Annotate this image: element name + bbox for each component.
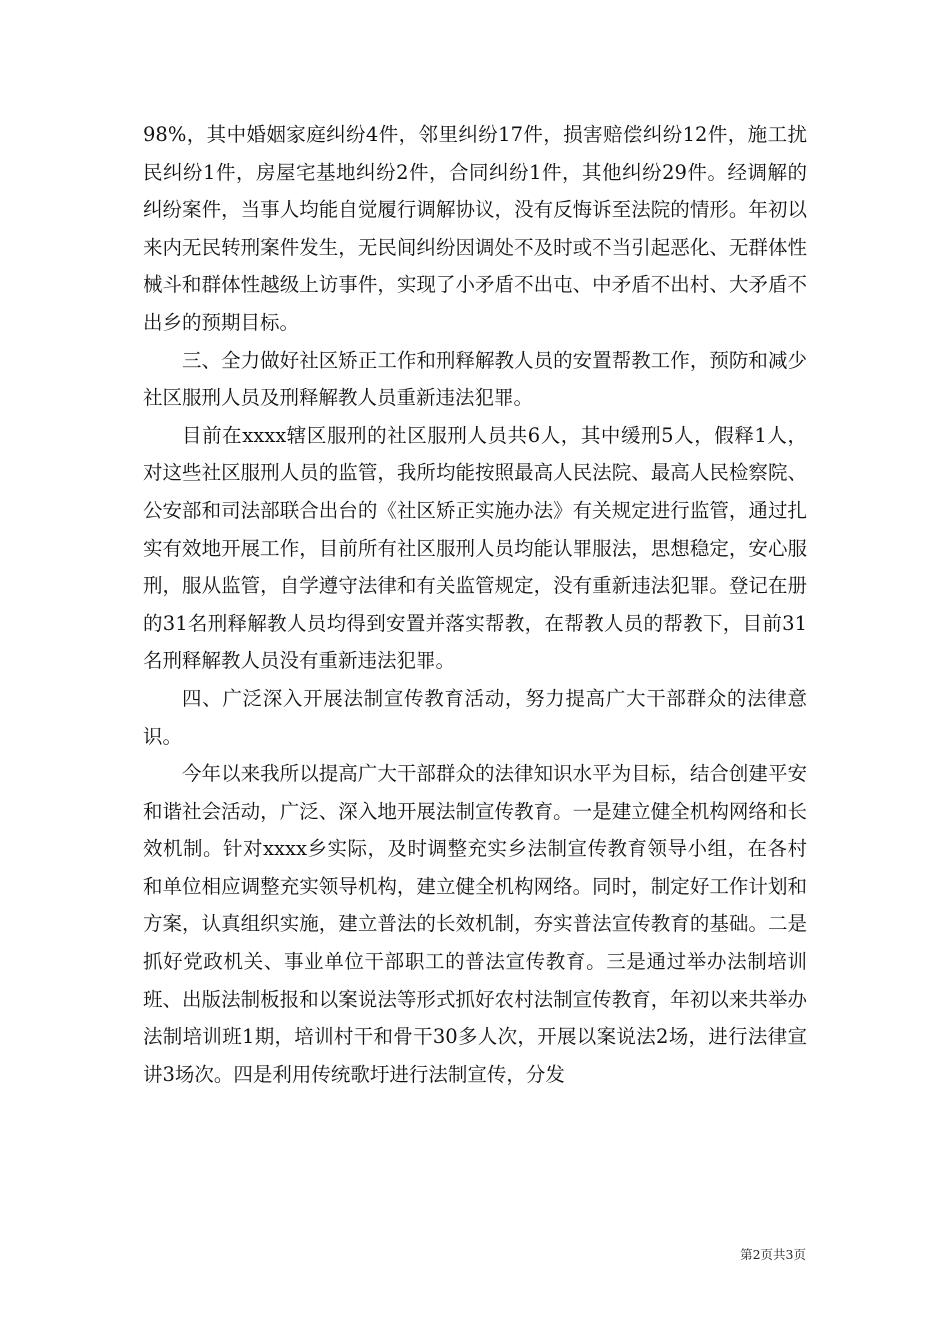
document-body xyxy=(143,116,807,1093)
section-heading-3: 三、全力做好社区矫正工作和刑释解教人员的安置帮教工作，预防和减少社区服刑人员及刑释解教人员重新违法犯罪。 xyxy=(143,348,807,410)
paragraph-community-correction: 目前在xxxx辖区服刑的社区服刑人员共6人，其中缓刑5人，假释1人，对这些社区服刑人员的监管，我所均能按照最高人民法院、最高人民检察院、公安部和司法部联合出台的《社区矫正实施办法》有关规定进行监管，通过扎实有效地开展工作，目前所有社区服刑人员均能认罪服法，思想稳定，安心服刑，服从监管，自学遵守法律和有关监管规定，没有重新违法犯罪。登记在册的31名刑释解教人员均得到安置并落实帮教，在帮教人员的帮教下，目前31名刑释解教人员没有重新违法犯罪。 xyxy=(143,423,807,673)
section-heading-4: 四、广泛深入开展法制宣传教育活动，努力提高广大干部群众的法律意识。 xyxy=(143,686,807,748)
page-number: 第2页共3页 xyxy=(740,1247,806,1262)
paragraph-continued: 98%，其中婚姻家庭纠纷4件，邻里纠纷17件，损害赔偿纠纷12件，施工扰民纠纷1件，房屋宅基地纠纷2件，合同纠纷1件，其他纠纷29件。经调解的纠纷案件，当事人均能自觉履行调解协议，没有反悔诉至法院的情形。年初以来内无民转刑案件发生，无民间纠纷因调处不及时或不当引起恶化、无群体性械斗和群体性越级上访事件，实现了小矛盾不出屯、中矛盾不出村、大矛盾不出乡的预期目标。 xyxy=(143,123,807,334)
paragraph-legal-education: 今年以来我所以提高广大干部群众的法律知识水平为目标，结合创建平安和谐社会活动，广泛、深入地开展法制宣传教育。一是建立健全机构网络和长效机制。针对xxxx乡实际，及时调整充实乡法制宣传教育领导小组，在各村和单位相应调整充实领导机构，建立健全机构网络。同时，制定好工作计划和方案，认真组织实施，建立普法的长效机制，夯实普法宣传教育的基础。二是抓好党政机关、事业单位干部职工的普法宣传教育。三是通过举办法制培训班、出版法制板报和以案说法等形式抓好农村法制宣传教育，年初以来共举办法制培训班1期，培训村干和骨干30多人次，开展以案说法2场，进行法律宣讲3场次。四是利用传统歌圩进行法制宣传，分发 xyxy=(143,762,807,1086)
